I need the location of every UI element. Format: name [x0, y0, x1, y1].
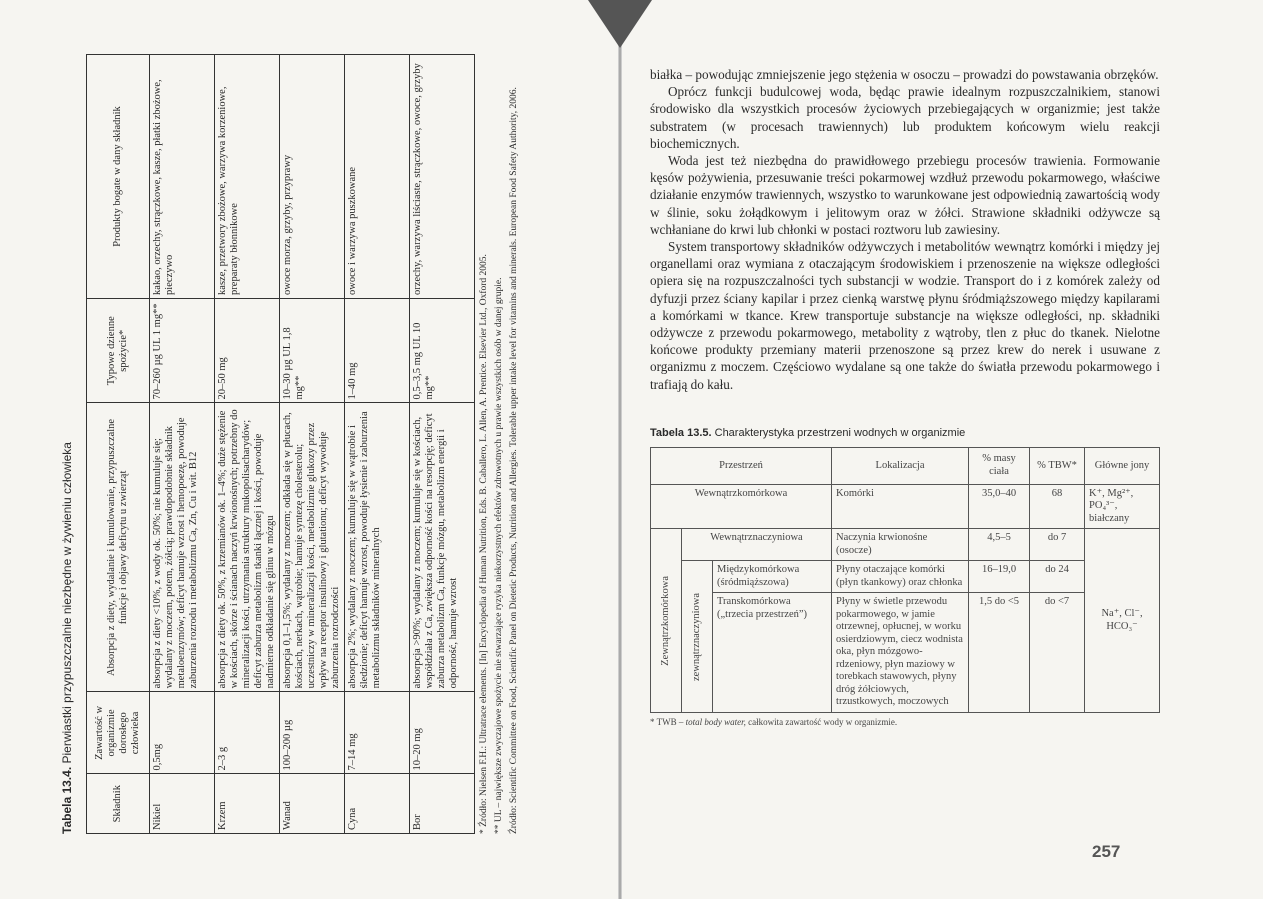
cell-intracellular-name: Wewnątrzkomórkowa [651, 484, 832, 529]
cell-interstitial-mass: 16–19,0 [969, 561, 1030, 593]
cell-interstitial-name: Międzykomórkowa (śródmiąższowa) [713, 561, 832, 593]
table-13-4-caption [60, 54, 76, 834]
cell-extracellular-ions: Na⁺, Cl⁻, HCO₃⁻ [1085, 529, 1160, 713]
footnote-suffix: całkowita zawartość wody w organizmie. [748, 716, 898, 727]
paragraph: System transportowy składników odżywczych i metabolitów wewnątrz komórki i między jej organellami oraz wymiana z otaczającym środowiskiem i przenoszenie na większe odległości opiera się na rozpuszczalności tych substancji w wodzie. Transport do i z komórek zależy od dyfuzji przez ściany kapilar i przez cienką warstwę płynu śródmiąższowego między kapilarami a komórkami w tkance. Krew transportuje substancje na większe odległości, np. składniki odżywcze z przewodu pokarmowego, metabolity z wątroby, tlen z płuc do tkanek. Nielotne końcowe produkty przemiany materii przenoszone są przez krew do nerek i usuwane z organizmu z moczem. Częściowo wydalane są one także do światła przewodu pokarmowego i trafiają do kału. [650, 239, 1160, 392]
table-13-5-footnote [650, 717, 1160, 727]
extravascular-label: zewnątrznaczyniowa [690, 592, 702, 681]
table-header-row [87, 55, 150, 834]
header-mass-pct: % masy ciała [969, 447, 1030, 484]
cell-name: Nikiel [150, 774, 215, 834]
cell-absorption: absorpcja >90%; wydalany z moczem; kumuluje się w kościach, współdziała z Ca, zwiększa odporność kości na resorpcję; deficyt zaburza metabolizm Ca, funkcje mózgu, metabolizm energii i odporność, hamuje wzrost [410, 403, 475, 692]
extracellular-label: Zewnątrzkomórkowa [659, 575, 671, 666]
cell-products: kasze, przetwory zbożowe, warzywa korzeniowe, preparaty błonnikowe [215, 55, 280, 299]
table-13-4 [86, 54, 475, 834]
left-page-rotated-table [60, 54, 572, 834]
cell-content: 0,5mg [150, 692, 215, 774]
cell-products: orzechy, warzywa liściaste, strączkowe, owoce, grzyby [410, 55, 475, 299]
header-intake: Typowe dzienne spożycie* [87, 298, 150, 403]
cell-transcellular-tbw: do <7 [1030, 593, 1085, 713]
cell-content: 100–200 µg [280, 692, 345, 774]
cell-name: Krzem [215, 774, 280, 834]
book-spine [618, 0, 622, 899]
cell-extracellular [651, 529, 682, 713]
header-absorption: Absorpcja z diety, wydalanie i kumulowanie, przypuszczalne funkcje i objawy deficytu u zwierząt [87, 403, 150, 692]
table-row [651, 529, 1160, 561]
table-row [215, 55, 280, 834]
table-13-4-label: Tabela 13.4. [60, 766, 74, 834]
cell-transcellular-name: Transkomórkowa („trzecia przestrzeń”) [713, 593, 832, 713]
header-space: Przestrzeń [651, 447, 832, 484]
header-products: Produkty bogate w dany składnik [87, 55, 150, 299]
cell-content: 2–3 g [215, 692, 280, 774]
binding-shadow [588, 0, 652, 48]
cell-intake: 20–50 mg [215, 298, 280, 403]
cell-absorption: absorpcja 2%; wydalany z moczem; kumuluje się w wątrobie i śledzionie; deficyt hamuje wzrost, powoduje łysienie i zaburzenia metabolizmu składników mineralnych [345, 403, 410, 692]
cell-intravascular-mass: 4,5–5 [969, 529, 1030, 561]
paragraph: białka – powodując zmniejszenie jego stężenia w osoczu – prowadzi do powstawania obrzęków. [650, 67, 1159, 82]
table-13-4-title: Pierwiastki przypuszczalnie niezbędne w żywieniu człowieka [60, 442, 74, 764]
footnote-prefix: * TWB – [650, 716, 684, 727]
table-13-4-footnote-source: * Źródło: Nielsen F.H.: Ultratrace elements. [In] Encyclopedia of Human Nutrition, Eds. B. Caballero, L. Allen, A. Prentice. Elsevier Ltd., Oxford 2005. [479, 254, 489, 834]
table-13-5-caption [650, 427, 1160, 439]
table-13-5-label: Tabela 13.5. [650, 426, 712, 439]
cell-extravascular [682, 561, 713, 713]
right-page [650, 66, 1160, 727]
table-row [280, 55, 345, 834]
cell-intake: 0,5–3,5 mg UL 10 mg** [410, 298, 475, 403]
cell-content: 10–20 mg [410, 692, 475, 774]
cell-intracellular-ions: K⁺, Mg²⁺, PO₄³⁻, białczany [1085, 484, 1160, 529]
table-header-row [651, 447, 1160, 484]
paragraph: Oprócz funkcji budulcowej woda, będąc prawie idealnym rozpuszczalnikiem, stanowi środowisko dla wszystkich procesów życiowych przebiegających w organizmie; jest także substratem (w procesach trawiennych) lub produktem końcowym wielu reakcji biochemicznych. [650, 84, 1160, 151]
table-13-5 [650, 447, 1160, 713]
paragraph: Woda jest też niezbędna do prawidłowego przebiegu procesów trawienia. Formowanie kęsów pożywienia, przesuwanie treści pokarmowej wzdłuż przewodu pokarmowego, właściwe działanie enzymów trawiennych, wszystko to warunkowane jest odpowiednią zawartością wody w ślinie, soku żołądkowym i jelitowym oraz w żółci. Strawione składniki odżywcze są wchłaniane do krwi lub chłonki w postaci roztworu lub zawiesiny. [650, 153, 1160, 237]
cell-intake: 70–260 µg UL 1 mg** [150, 298, 215, 403]
cell-intracellular-tbw: 68 [1030, 484, 1085, 529]
header-tbw-pct: % TBW* [1030, 447, 1085, 484]
cell-interstitial-location: Płyny otaczające komórki (płyn tkankowy) oraz chłonka [832, 561, 969, 593]
table-row [651, 561, 1160, 593]
header-component: Składnik [87, 774, 150, 834]
cell-intravascular-tbw: do 7 [1030, 529, 1085, 561]
cell-content: 7–14 mg [345, 692, 410, 774]
cell-products: kakao, orzechy, strączkowe, kasze, płatki zbożowe, pieczywo [150, 55, 215, 299]
cell-intravascular-location: Naczynia krwionośne (osocze) [832, 529, 969, 561]
table-row [651, 593, 1160, 713]
cell-name: Bor [410, 774, 475, 834]
cell-interstitial-tbw: do 24 [1030, 561, 1085, 593]
body-text [650, 66, 1160, 393]
cell-absorption: absorpcja z diety ok. 50%, z krzemianów ok. 1–4%; duże stężenie w kościach, skórze i ścianach naczyń krwionośnych; potrzebny do mineralizacji kości, utrzymania struktury mukopolisacharydów; deficyt zaburza metabolizm tkanki łącznej i kości, powoduje nadmierne odkładanie się glinu w mózgu [215, 403, 280, 692]
cell-intake: 10–30 µg UL 1,8 mg** [280, 298, 345, 403]
table-row [345, 55, 410, 834]
table-13-4-footnote-efsa: Źródło: Scientific Committee on Food, Scientific Panel on Dietetic Products, Nutrition and Allergies. Tolerable upper intake level for vitamins and minerals. European Food Safety Authority, 2006. [509, 87, 519, 834]
cell-intravascular-name: Wewnątrznaczyniowa [682, 529, 832, 561]
cell-absorption: absorpcja 0,1–1,5%; wydalany z moczem; odkłada się w płucach, kościach, nerkach, wątrobie; hamuje syntezę cholesterolu; uczestniczy w mineralizacji kości, metabolizmie glukozy przez wpływ na receptor insulinowy i glutationu; deficyt wywołuje zaburzenia rozrodczości [280, 403, 345, 692]
header-ions: Główne jony [1085, 447, 1160, 484]
header-content: Zawartość w organizmie dorosłego człowieka [87, 692, 150, 774]
cell-intracellular-location: Komórki [832, 484, 969, 529]
cell-products: owoce morza, grzyby, przyprawy [280, 55, 345, 299]
cell-intake: 1–40 mg [345, 298, 410, 403]
footnote-italic: total body water, [685, 716, 746, 727]
cell-transcellular-location: Płyny w świetle przewodu pokarmowego, w jamie otrzewnej, opłucnej, w worku osierdziowym, ciecz wodnista oka, płyn mózgowo-rdzeniowy, płyn maziowy w torebkach stawowych, płyny dróg żółciowych, trzustkowych, moczowych [832, 593, 969, 713]
header-location: Lokalizacja [832, 447, 969, 484]
cell-absorption: absorpcja z diety <10%, z wody ok. 50%; nie kumuluje się; wydalany z moczem, potem, żółcią; prawdopodobnie składnik metaloenzymów; deficyt hamuje wzrost i hemopoezę, powoduje zaburzenia rozrodu i metabolizmu Ca, Zn, Cu i wit. B12 [150, 403, 215, 692]
table-row [410, 55, 475, 834]
table-row [651, 484, 1160, 529]
page-number: 257 [1092, 842, 1121, 861]
cell-intracellular-mass: 35,0–40 [969, 484, 1030, 529]
cell-transcellular-mass: 1,5 do <5 [969, 593, 1030, 713]
cell-name: Wanad [280, 774, 345, 834]
table-row [150, 55, 215, 834]
table-13-4-footnote-ul: ** UL – największe zwyczajowe spożycie nie stwarzające ryzyka niekorzystnych efektów zdrowotnych u prawie wszystkich osób w danej grupie. [494, 277, 504, 834]
cell-name: Cyna [345, 774, 410, 834]
table-13-5-title: Charakterystyka przestrzeni wodnych w organizmie [714, 426, 966, 439]
cell-products: owoce i warzywa puszkowane [345, 55, 410, 299]
